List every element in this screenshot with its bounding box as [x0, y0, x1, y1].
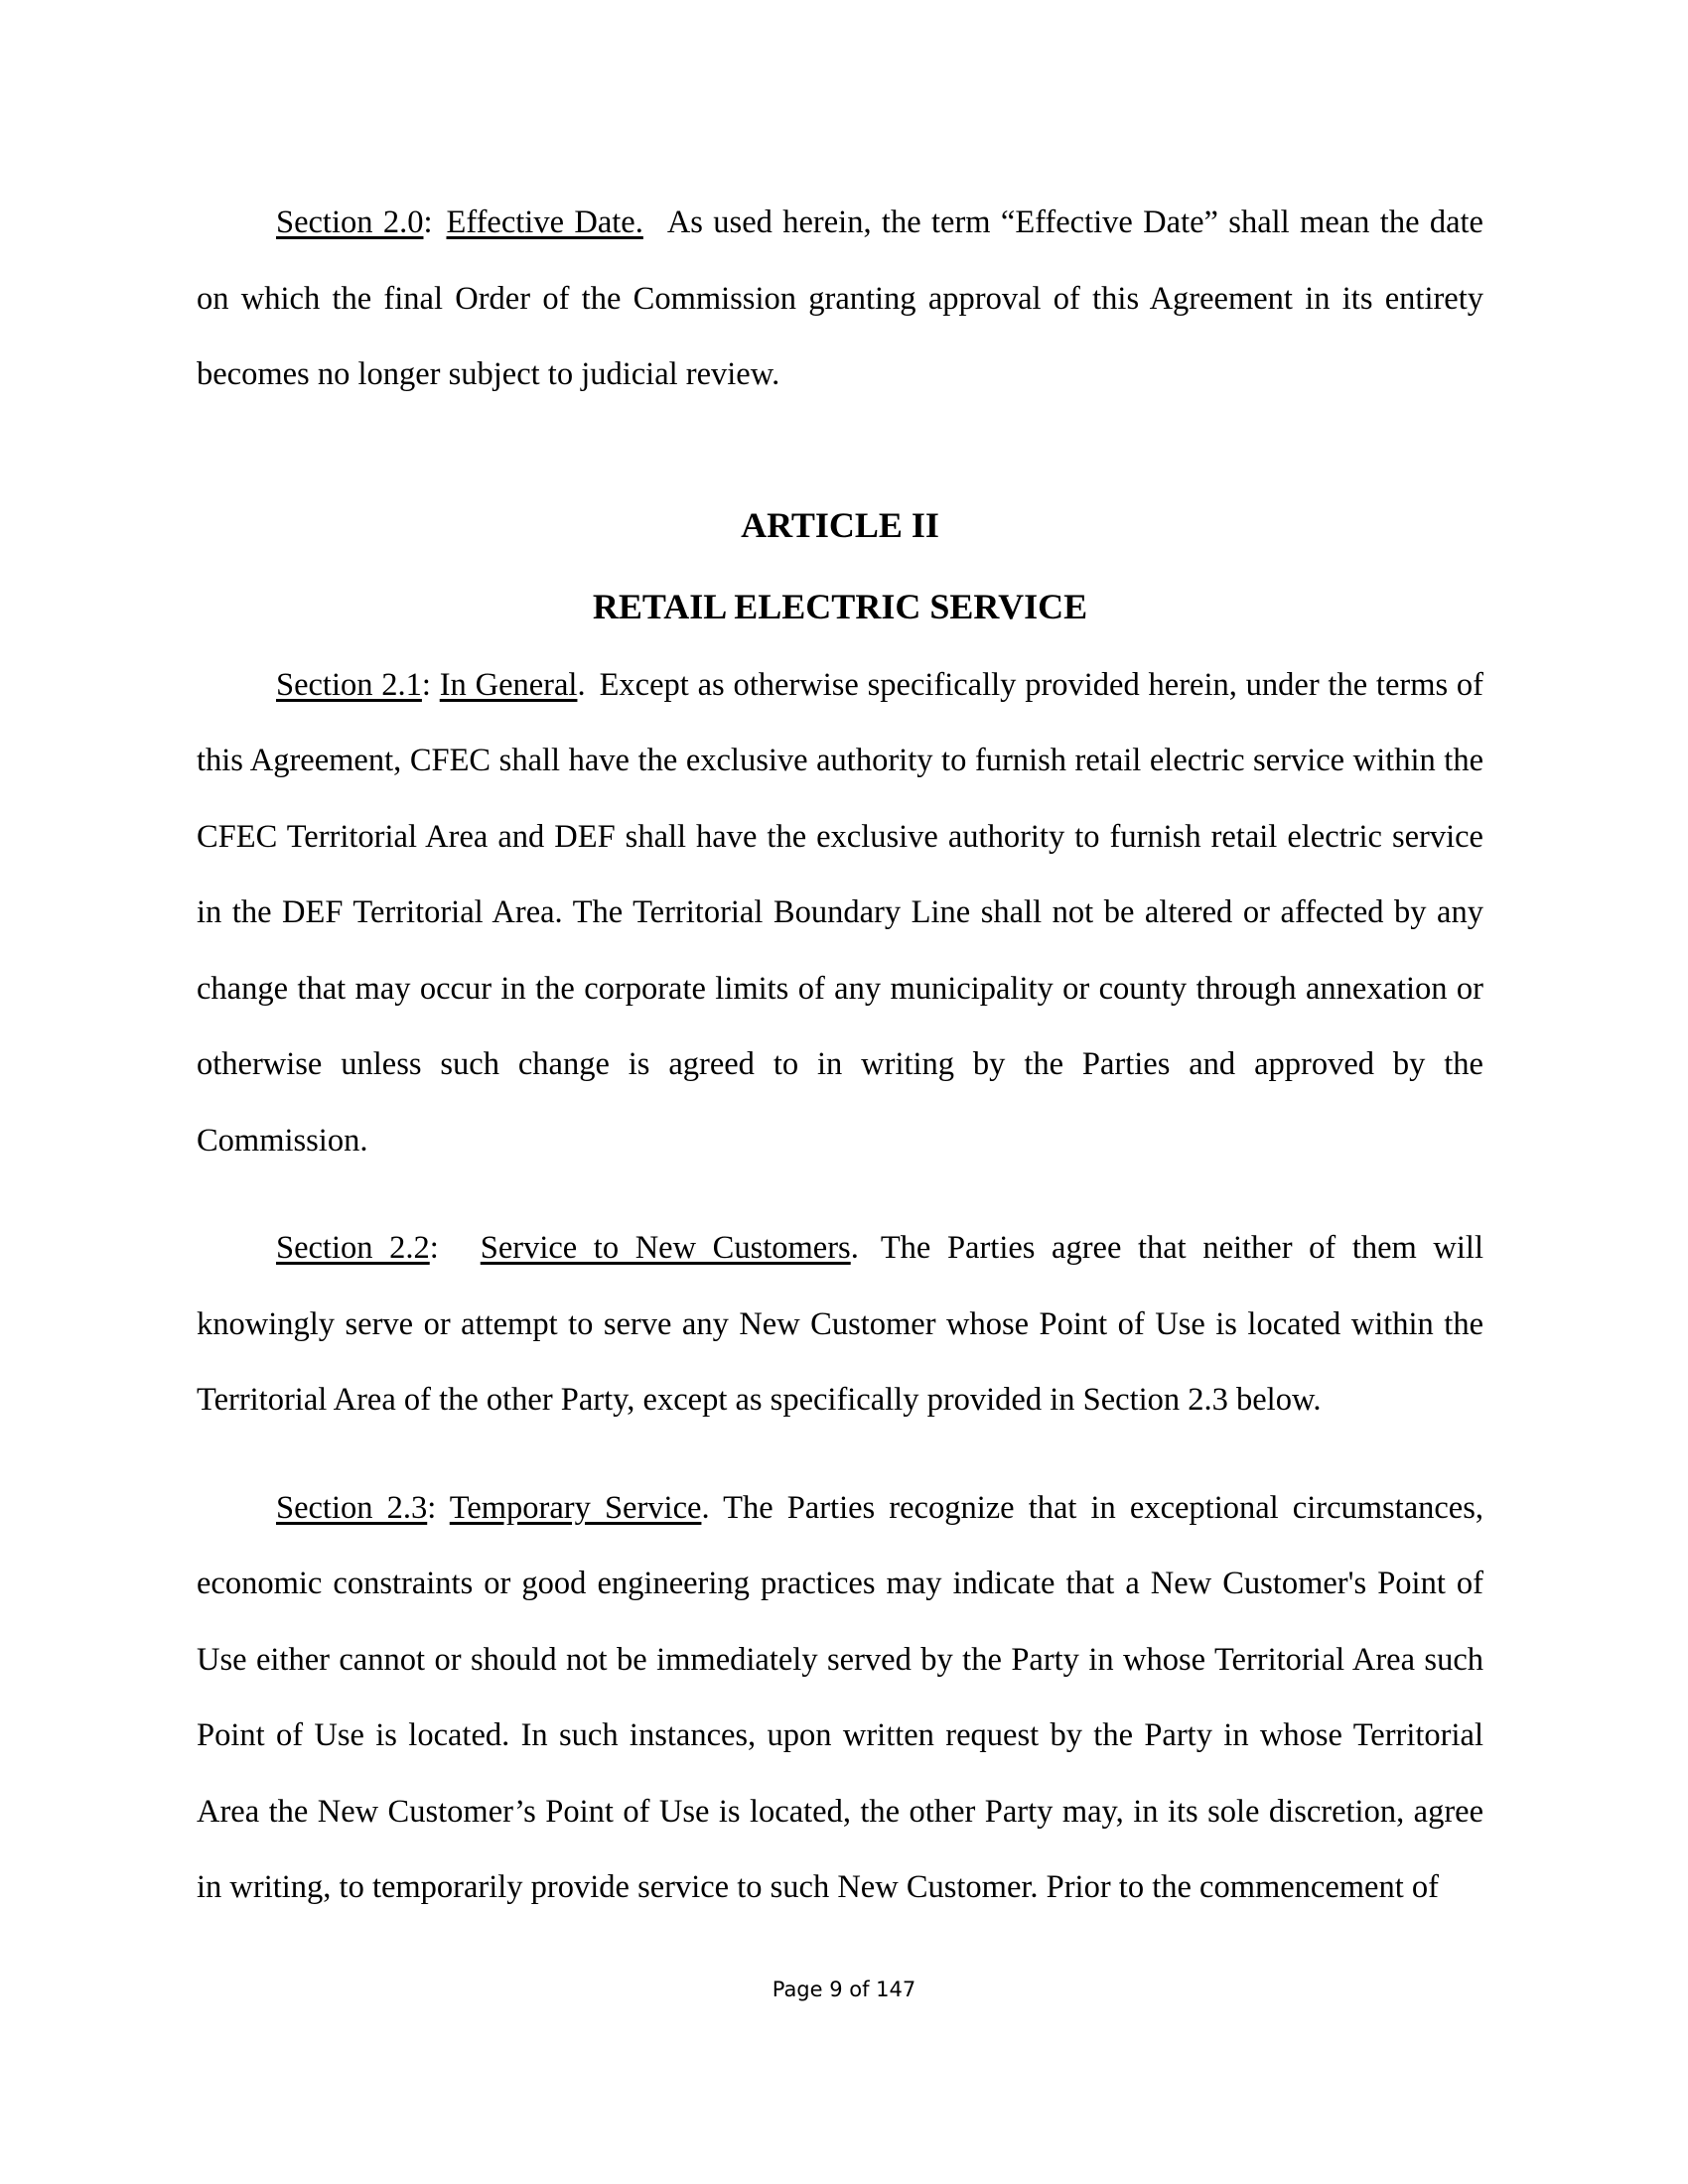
section-2-1-body: Except as otherwise specifically provided herein, under the terms of this Agreement, CFEC shall have the exclusive authority to furnish retail electric service within the CFEC Territorial Area and DEF shall have the exclusive authority to furnish retail electric service in the DEF Territorial Area. The Territorial Boundary Line shall not be altered or affected by any change that may occur in the corporate limits of any municipality or county through annexation or otherwise unless such change is agreed to in writing by the Parties and approved by the Commission. [197, 666, 1484, 1159]
section-2-2-title: Service to New Customers [480, 1230, 851, 1266]
article-subtitle: RETAIL ELECTRIC SERVICE [592, 586, 1088, 626]
section-2-0-number: Section 2.0 [276, 205, 424, 240]
page-number-footer: Page 9 of 147 [772, 1978, 916, 2001]
document-body [197, 185, 1483, 1926]
article-title: ARTICLE II [741, 504, 939, 545]
section-2-3-paragraph: Section 2.3: Temporary Service. The Parties recognize that in exceptional circumstances, economic constraints or good engineering practices may indicate that a New Customer's Point of Use either cannot or should not be immediately served by the Party in whose Territorial Area such Point of Use is located. In such instances, upon written request by the Party in whose Territorial Area the New Customer’s Point of Use is located, the other Party may, in its sole discretion, agree in writing, to temporarily provide service to such New Customer. Prior to the commencement of [197, 1489, 1484, 1905]
section-2-1-paragraph: Section 2.1: In General. Except as otherwise specifically provided herein, under the terms of this Agreement, CFEC shall have the exclusive authority to furnish retail electric service within the CFEC Territorial Area and DEF shall have the exclusive authority to furnish retail electric service in the DEF Territorial Area. The Territorial Boundary Line shall not be altered or affected by any change that may occur in the corporate limits of any municipality or county through annexation or otherwise unless such change is agreed to in writing by the Parties and approved by the Commission. [197, 666, 1484, 1159]
section-2-2-paragraph: Section 2.2: Service to New Customers. The Parties agree that neither of them will knowingly serve or attempt to serve any New Customer whose Point of Use is located within the Territorial Area of the other Party, except as specifically provided in Section 2.3 below. [197, 1230, 1483, 1418]
section-2-0-body: As used herein, the term “Effective Date” shall mean the date on which the final Order of the Commission granting approval of this Agreement in its entirety becomes no longer subject to judicial review. [197, 205, 1483, 392]
section-2-1-number: Section 2.1 [276, 666, 422, 703]
section-2-3-title: Temporary Service [449, 1489, 702, 1526]
section-2-0-paragraph: Section 2.0: Effective Date. As used herein, the term “Effective Date” shall mean the date on which the final Order of the Commission granting approval of this Agreement in its entirety becomes no longer subject to judicial review. [197, 205, 1483, 392]
section-2-0-title: Effective Date. [446, 205, 643, 240]
section-2-2-body: The Parties agree that neither of them will knowingly serve or attempt to serve any New Customer whose Point of Use is located within the Territorial Area of the other Party, except as specifically provided in Section 2.3 below. [197, 1230, 1483, 1418]
section-2-2-number: Section 2.2 [276, 1230, 430, 1266]
section-2-1-title: In General [439, 666, 578, 703]
section-2-3-number: Section 2.3 [276, 1489, 428, 1526]
section-2-3-body: The Parties recognize that in exceptional circumstances, economic constraints or good engineering practices may indicate that a New Customer's Point of Use either cannot or should not be immediately served by the Party in whose Territorial Area such Point of Use is located. In such instances, upon written request by the Party in whose Territorial Area the New Customer’s Point of Use is located, the other Party may, in its sole discretion, agree in writing, to temporarily provide service to such New Customer. Prior to the commencement of [197, 1489, 1484, 1905]
